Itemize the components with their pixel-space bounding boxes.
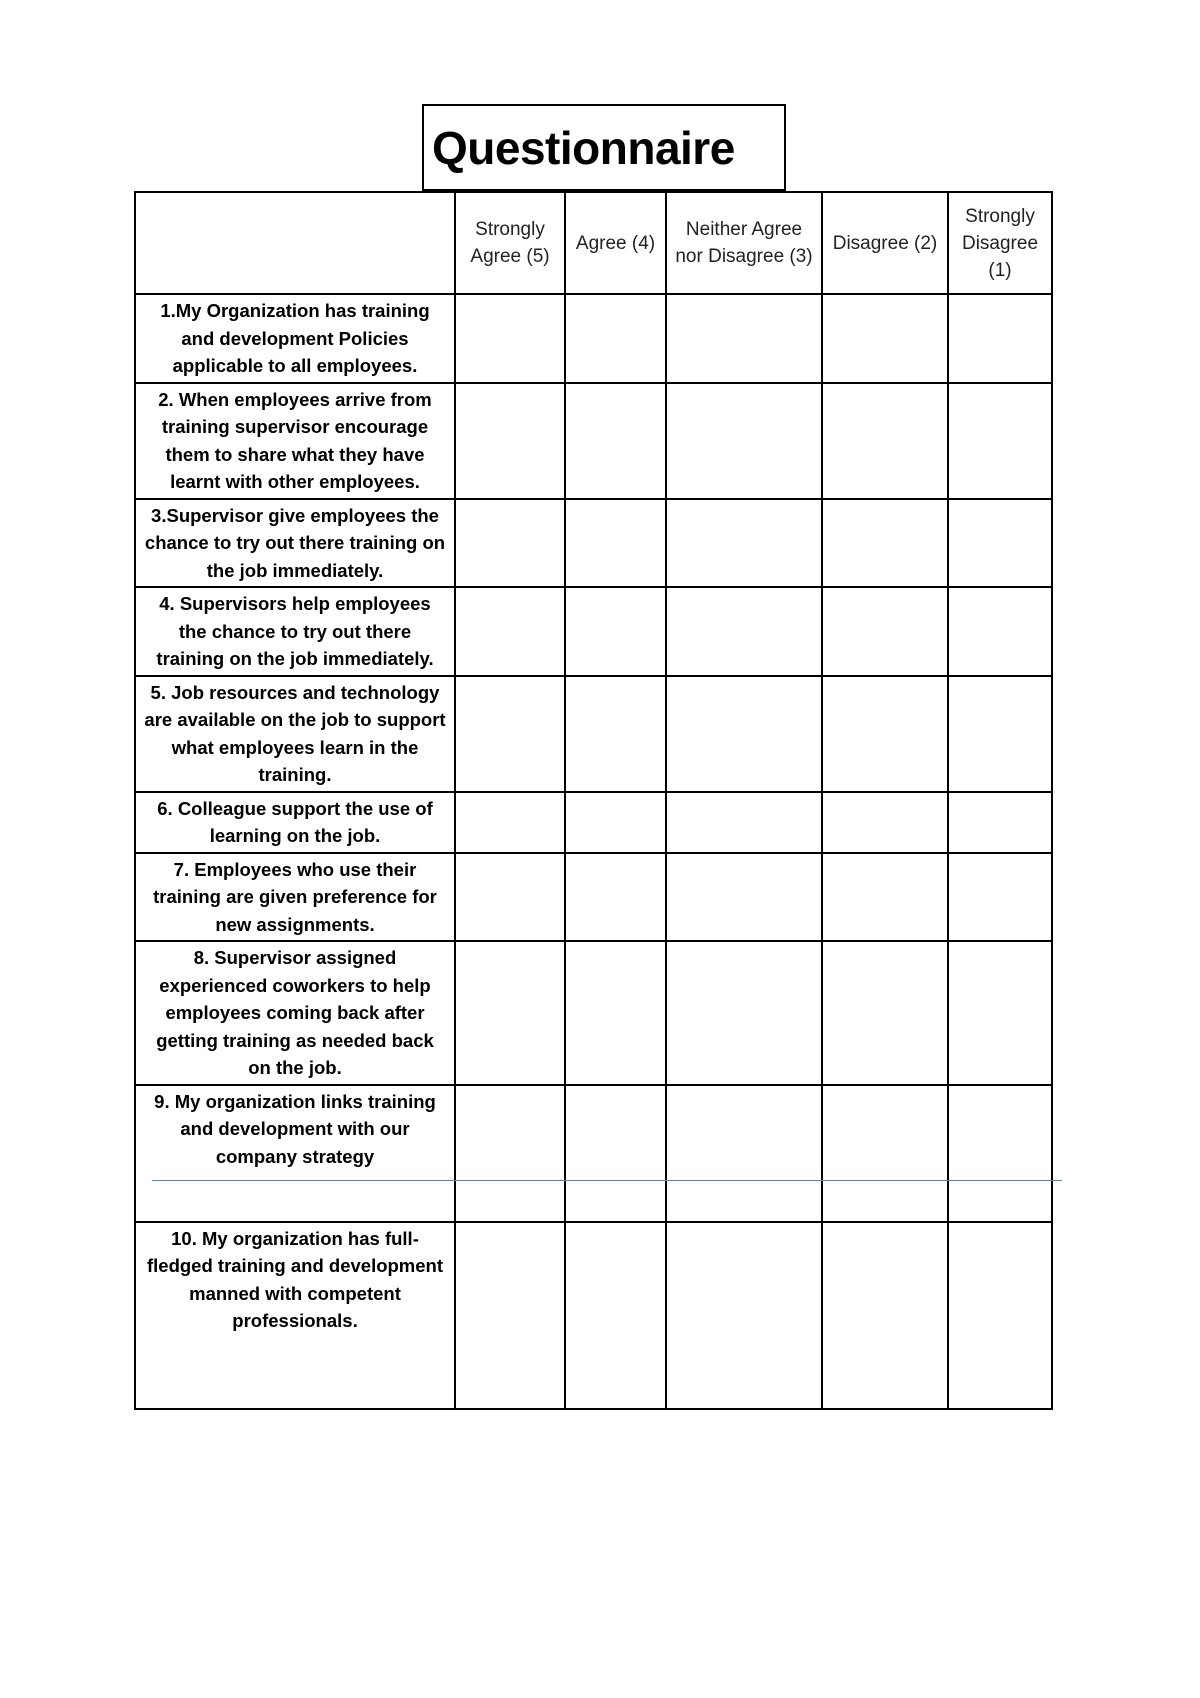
answer-cell-agree[interactable] [565, 676, 666, 792]
answer-cell-strongly-agree[interactable] [455, 853, 565, 942]
question-text: 10. My organization has full-fledged training and development manned with competent professionals. [135, 1222, 455, 1409]
page-title: Questionnaire [432, 121, 735, 174]
answer-cell-strongly-agree[interactable] [455, 499, 565, 588]
question-text: 1.My Organization has training and development Policies applicable to all employees. [135, 294, 455, 383]
answer-cell-neither[interactable] [666, 499, 822, 588]
answer-cell-strongly-agree[interactable] [455, 587, 565, 676]
answer-cell-agree[interactable] [565, 1085, 666, 1222]
answer-cell-neither[interactable] [666, 294, 822, 383]
answer-cell-disagree[interactable] [822, 1085, 948, 1222]
header-disagree: Disagree (2) [822, 192, 948, 294]
answer-cell-neither[interactable] [666, 676, 822, 792]
answer-cell-neither[interactable] [666, 1222, 822, 1409]
answer-cell-strongly-disagree[interactable] [948, 383, 1052, 499]
answer-cell-disagree[interactable] [822, 294, 948, 383]
question-text: 9. My organization links training and development with our company strategy [135, 1085, 455, 1222]
answer-cell-neither[interactable] [666, 792, 822, 853]
header-row [135, 192, 1052, 294]
answer-cell-neither[interactable] [666, 587, 822, 676]
table-row [135, 383, 1052, 499]
answer-cell-strongly-disagree[interactable] [948, 499, 1052, 588]
answer-cell-strongly-disagree[interactable] [948, 294, 1052, 383]
answer-cell-disagree[interactable] [822, 676, 948, 792]
header-strongly-disagree: Strongly Disagree (1) [948, 192, 1052, 294]
question-text: 7. Employees who use their training are given preference for new assignments. [135, 853, 455, 942]
table-row [135, 792, 1052, 853]
answer-cell-strongly-agree[interactable] [455, 792, 565, 853]
table-row [135, 1085, 1052, 1222]
title-box [422, 104, 786, 191]
answer-cell-agree[interactable] [565, 1222, 666, 1409]
answer-cell-neither[interactable] [666, 383, 822, 499]
answer-cell-neither[interactable] [666, 941, 822, 1085]
answer-cell-strongly-disagree[interactable] [948, 676, 1052, 792]
answer-cell-disagree[interactable] [822, 383, 948, 499]
question-text: 6. Colleague support the use of learning on the job. [135, 792, 455, 853]
table-row [135, 587, 1052, 676]
table-row [135, 294, 1052, 383]
answer-cell-agree[interactable] [565, 383, 666, 499]
answer-cell-strongly-agree[interactable] [455, 676, 565, 792]
table-row [135, 676, 1052, 792]
answer-cell-neither[interactable] [666, 1085, 822, 1222]
table-row [135, 1222, 1052, 1409]
answer-cell-agree[interactable] [565, 499, 666, 588]
header-strongly-agree: Strongly Agree (5) [455, 192, 565, 294]
answer-cell-strongly-disagree[interactable] [948, 1085, 1052, 1222]
header-question-column [135, 192, 455, 294]
answer-cell-neither[interactable] [666, 853, 822, 942]
answer-cell-disagree[interactable] [822, 853, 948, 942]
questionnaire-table [134, 191, 1053, 1410]
answer-cell-strongly-agree[interactable] [455, 294, 565, 383]
table-row [135, 853, 1052, 942]
answer-cell-strongly-disagree[interactable] [948, 587, 1052, 676]
answer-cell-agree[interactable] [565, 792, 666, 853]
answer-cell-agree[interactable] [565, 294, 666, 383]
answer-cell-strongly-agree[interactable] [455, 1222, 565, 1409]
header-agree: Agree (4) [565, 192, 666, 294]
question-text: 8. Supervisor assigned experienced coworkers to help employees coming back after getting training as needed back on the job. [135, 941, 455, 1085]
table-row [135, 941, 1052, 1085]
table-row [135, 499, 1052, 588]
header-neither: Neither Agree nor Disagree (3) [666, 192, 822, 294]
answer-cell-disagree[interactable] [822, 1222, 948, 1409]
answer-cell-disagree[interactable] [822, 587, 948, 676]
answer-cell-disagree[interactable] [822, 499, 948, 588]
question-text: 3.Supervisor give employees the chance to try out there training on the job immediately. [135, 499, 455, 588]
answer-cell-strongly-disagree[interactable] [948, 792, 1052, 853]
question-text: 4. Supervisors help employees the chance to try out there training on the job immediately. [135, 587, 455, 676]
answer-cell-disagree[interactable] [822, 941, 948, 1085]
answer-cell-disagree[interactable] [822, 792, 948, 853]
question-text: 5. Job resources and technology are available on the job to support what employees learn in the training. [135, 676, 455, 792]
answer-cell-strongly-agree[interactable] [455, 941, 565, 1085]
question-text: 2. When employees arrive from training supervisor encourage them to share what they have learnt with other employees. [135, 383, 455, 499]
answer-cell-strongly-agree[interactable] [455, 1085, 565, 1222]
answer-cell-strongly-agree[interactable] [455, 383, 565, 499]
answer-cell-strongly-disagree[interactable] [948, 1222, 1052, 1409]
answer-cell-agree[interactable] [565, 853, 666, 942]
blue-divider-line [152, 1180, 1062, 1181]
answer-cell-strongly-disagree[interactable] [948, 941, 1052, 1085]
answer-cell-agree[interactable] [565, 587, 666, 676]
answer-cell-strongly-disagree[interactable] [948, 853, 1052, 942]
answer-cell-agree[interactable] [565, 941, 666, 1085]
